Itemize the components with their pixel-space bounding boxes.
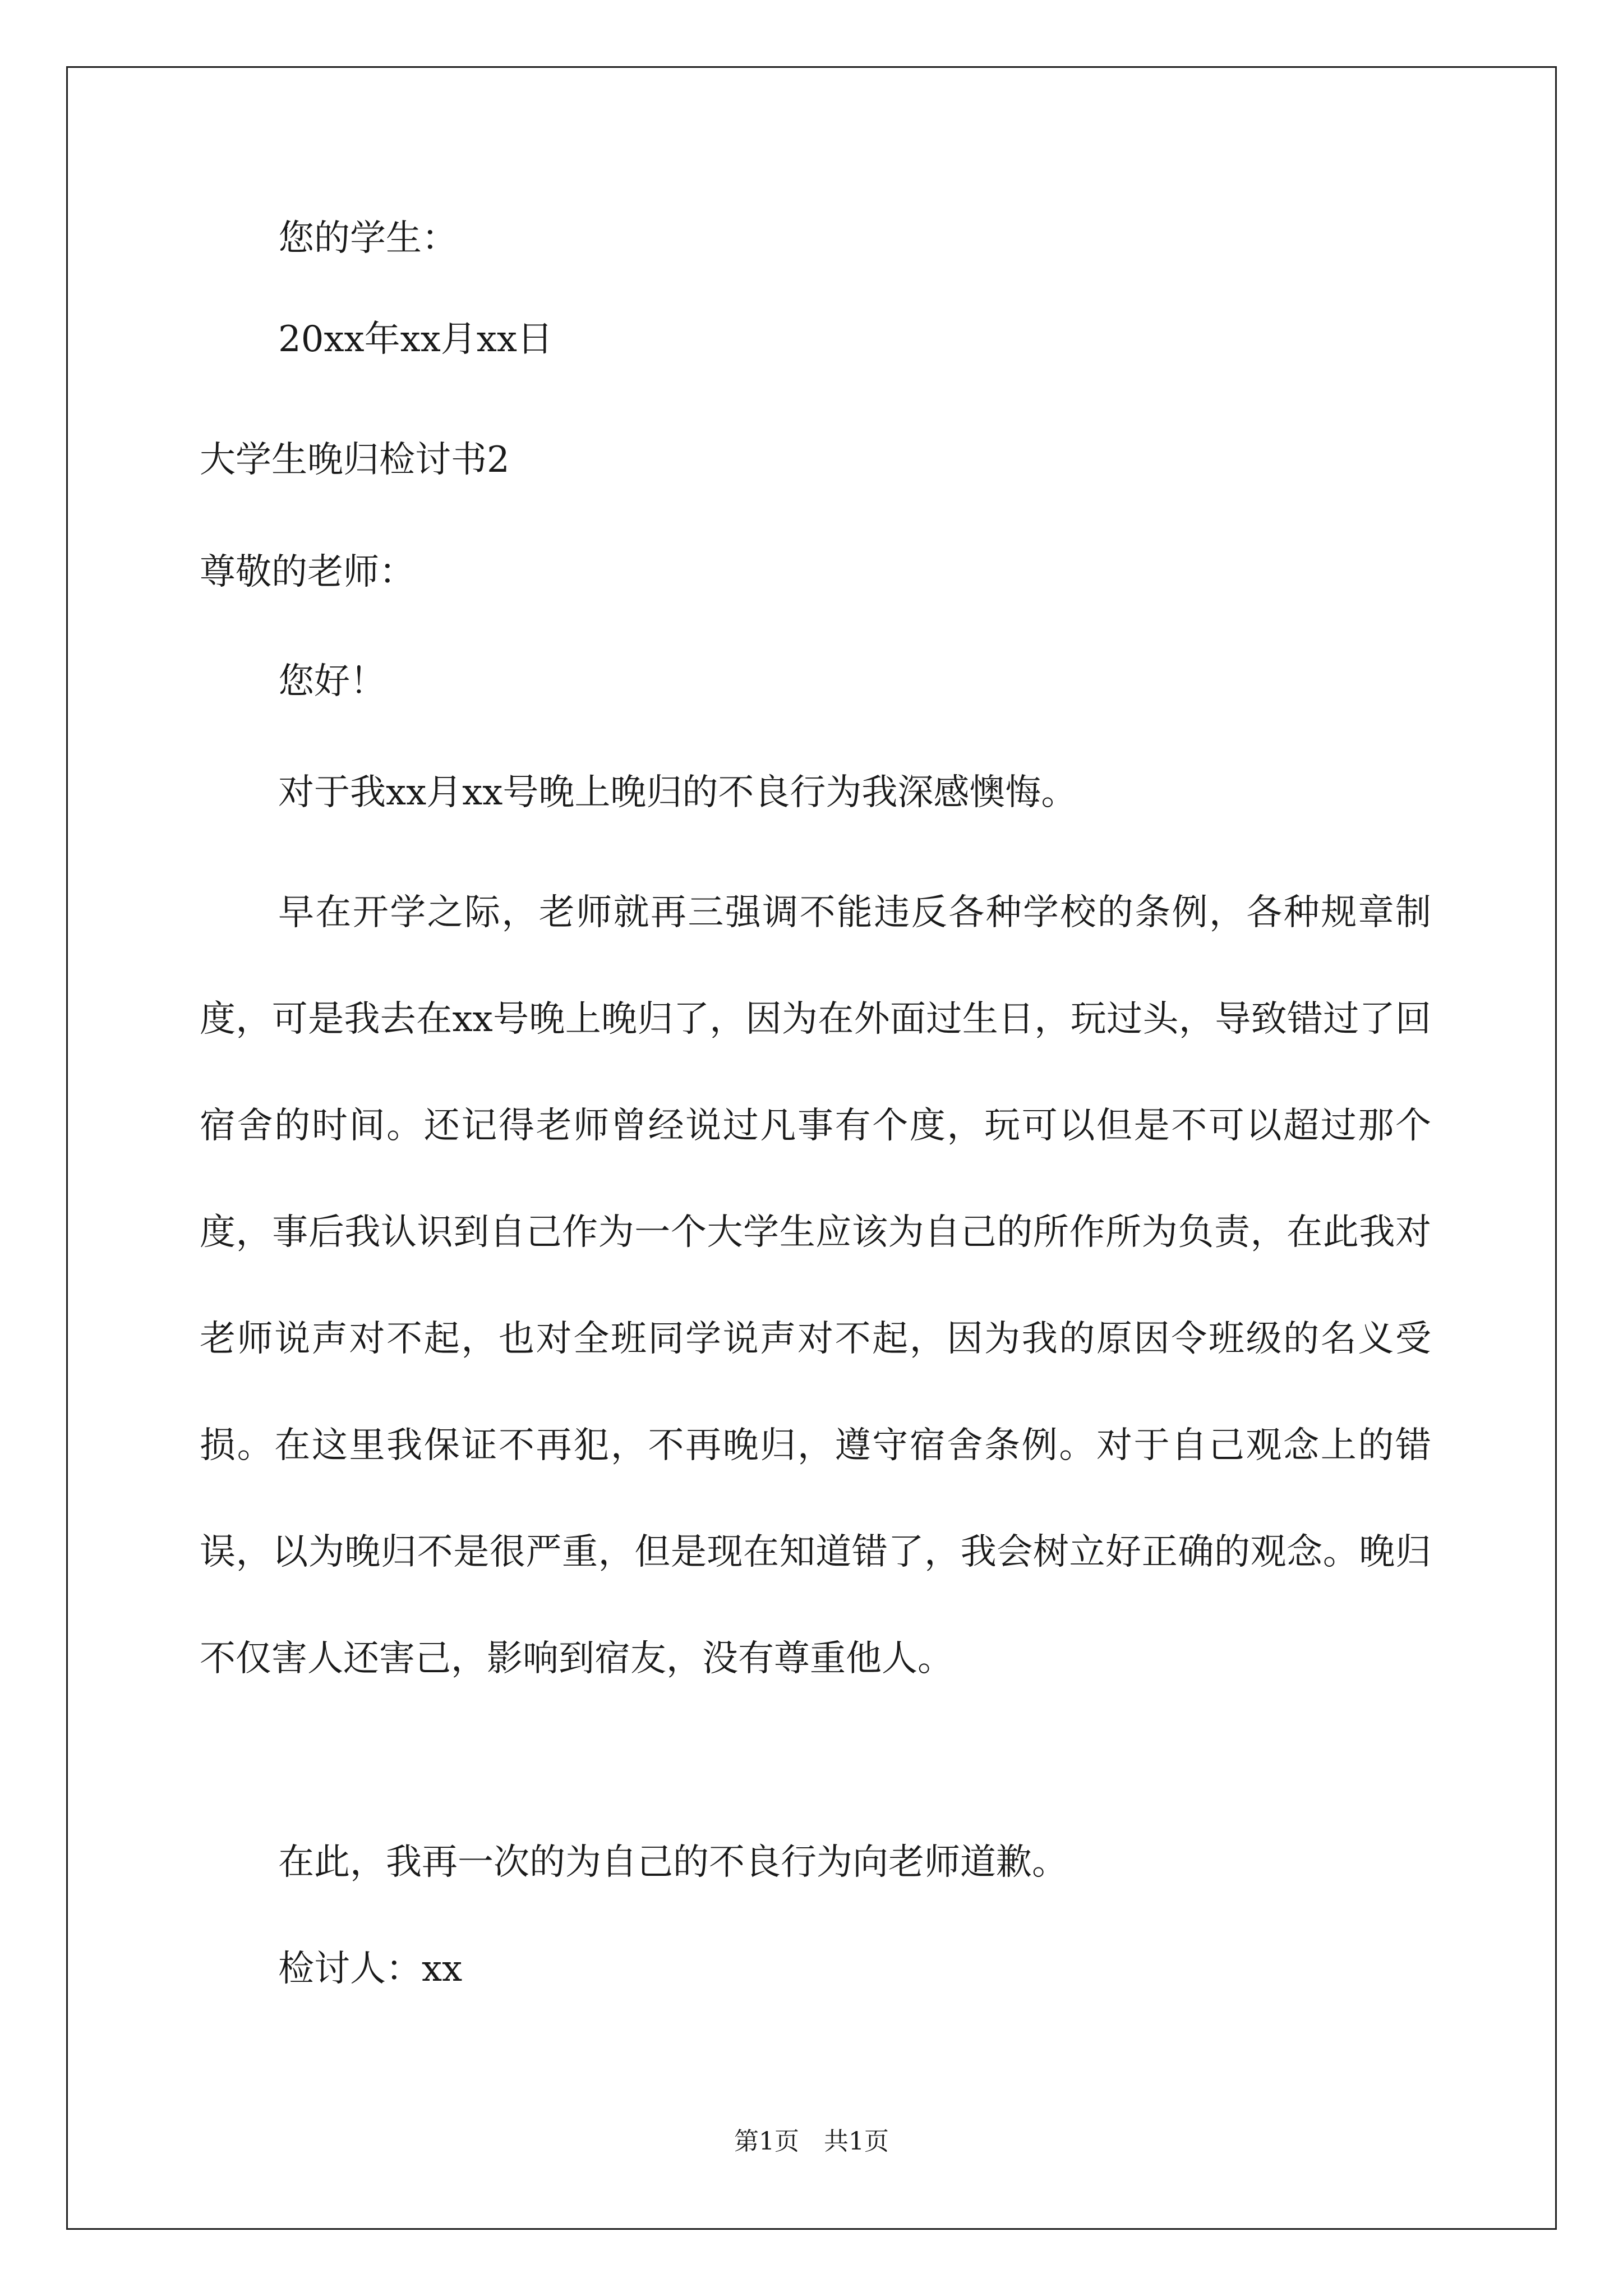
date-line: 20xx年xx月xx日 bbox=[278, 319, 553, 360]
student-signature-line: 您的学生： bbox=[278, 218, 458, 259]
signature-line: 检讨人：xx bbox=[278, 1948, 463, 1990]
salutation: 尊敬的老师： bbox=[200, 551, 415, 593]
paragraph-apology: 在此，我再一次的为自己的不良行为向老师道歉。 bbox=[278, 1842, 1068, 1883]
greeting: 您好！ bbox=[278, 661, 386, 702]
document-title: 大学生晚归检讨书2 bbox=[200, 439, 510, 481]
paragraph-intro: 对于我xx月xx号晚上晚归的不良行为我深感懊悔。 bbox=[278, 772, 1077, 813]
paragraph-main: 早在开学之际，老师就再三强调不能违反各种学校的条例，各种规章制度，可是我去在xx号晚上晚归了，因为在外面过生日，玩过头，导致错过了回宿舍的时间。还记得老师曾经说过凡事有个度，玩可以但是不可以超过那个度，事后我认识到自己作为一个大学生应该为自己的所作所为负责，在此我对老师说声对不起，也对全班同学说声对不起，因为我的原因令班级的名义受损。在这里我保证不再犯，不再晚归，遵守宿舍条例。对于自己观念上的错误，以为晚归不是很严重，但是现在知道错了，我会树立好正确的观念。晚归不仅害人还害己，影响到宿友，没有尊重他人。 bbox=[200, 892, 1431, 1680]
page-footer: 第1页 共1页 bbox=[734, 2127, 889, 2156]
